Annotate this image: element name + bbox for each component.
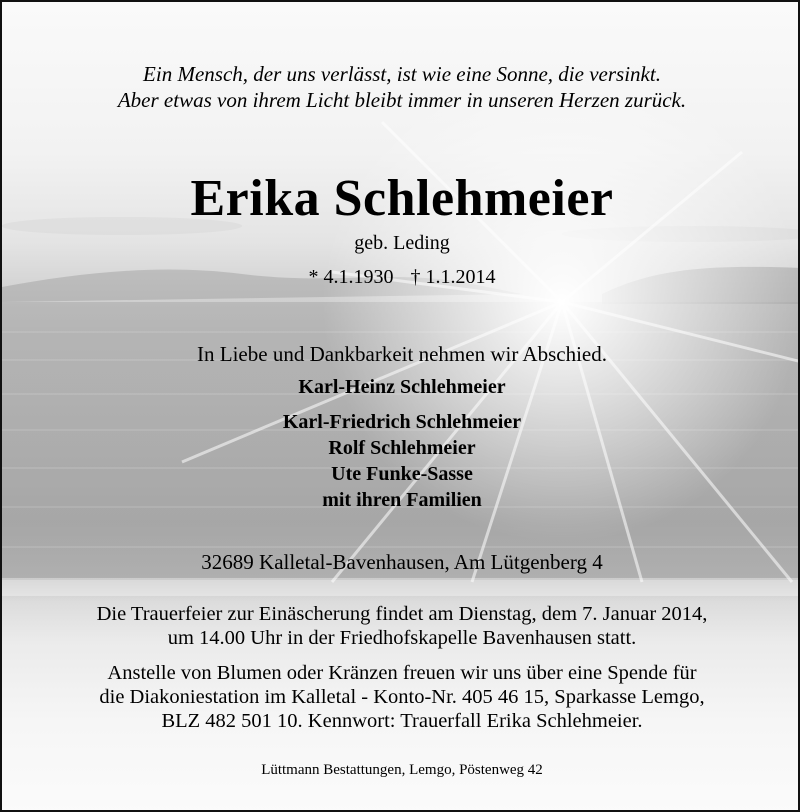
- shoreline: [2, 578, 800, 596]
- donation-line-1: Anstelle von Blumen oder Kränzen freuen wir uns über eine Spende für: [107, 662, 697, 684]
- quote-line-1: Ein Mensch, der uns verlässt, ist wie eine Sonne, die versinkt.: [143, 62, 661, 86]
- farewell-text: In Liebe und Dankbarkeit nehmen wir Abschied.: [197, 342, 607, 366]
- birth-name: geb. Leding: [354, 232, 450, 254]
- family-member: Rolf Schlehmeier: [328, 437, 476, 459]
- family-member: Ute Funke-Sasse: [331, 463, 473, 485]
- deceased-name: Erika Schlehmeier: [190, 170, 614, 227]
- donation-line-2: die Diakoniestation im Kalletal - Konto-Nr. 405 46 15, Sparkasse Lemgo,: [99, 686, 705, 708]
- family-member: Karl-Friedrich Schlehmeier: [282, 411, 522, 433]
- death-date: † 1.1.2014: [410, 266, 496, 288]
- ceremony-line-1: Die Trauerfeier zur Einäscherung findet am Dienstag, dem 7. Januar 2014,: [96, 603, 708, 625]
- donation-line-3: BLZ 482 501 10. Kennwort: Trauerfall Erika Schlehmeier.: [161, 710, 643, 732]
- family-address: 32689 Kalletal-Bavenhausen, Am Lütgenberg 4: [201, 550, 603, 574]
- quote-line-2: Aber etwas von ihrem Licht bleibt immer in unseren Herzen zurück.: [117, 88, 687, 112]
- undertaker-info: Lüttmann Bestattungen, Lemgo, Pöstenweg 42: [261, 762, 543, 778]
- ceremony-line-2: um 14.00 Uhr in der Friedhofskapelle Bavenhausen statt.: [167, 627, 637, 649]
- family-members-note: mit ihren Familien: [322, 489, 482, 511]
- family-member: Karl-Heinz Schlehmeier: [298, 376, 506, 398]
- birth-date: * 4.1.1930: [308, 266, 394, 288]
- life-dates: [2, 265, 800, 289]
